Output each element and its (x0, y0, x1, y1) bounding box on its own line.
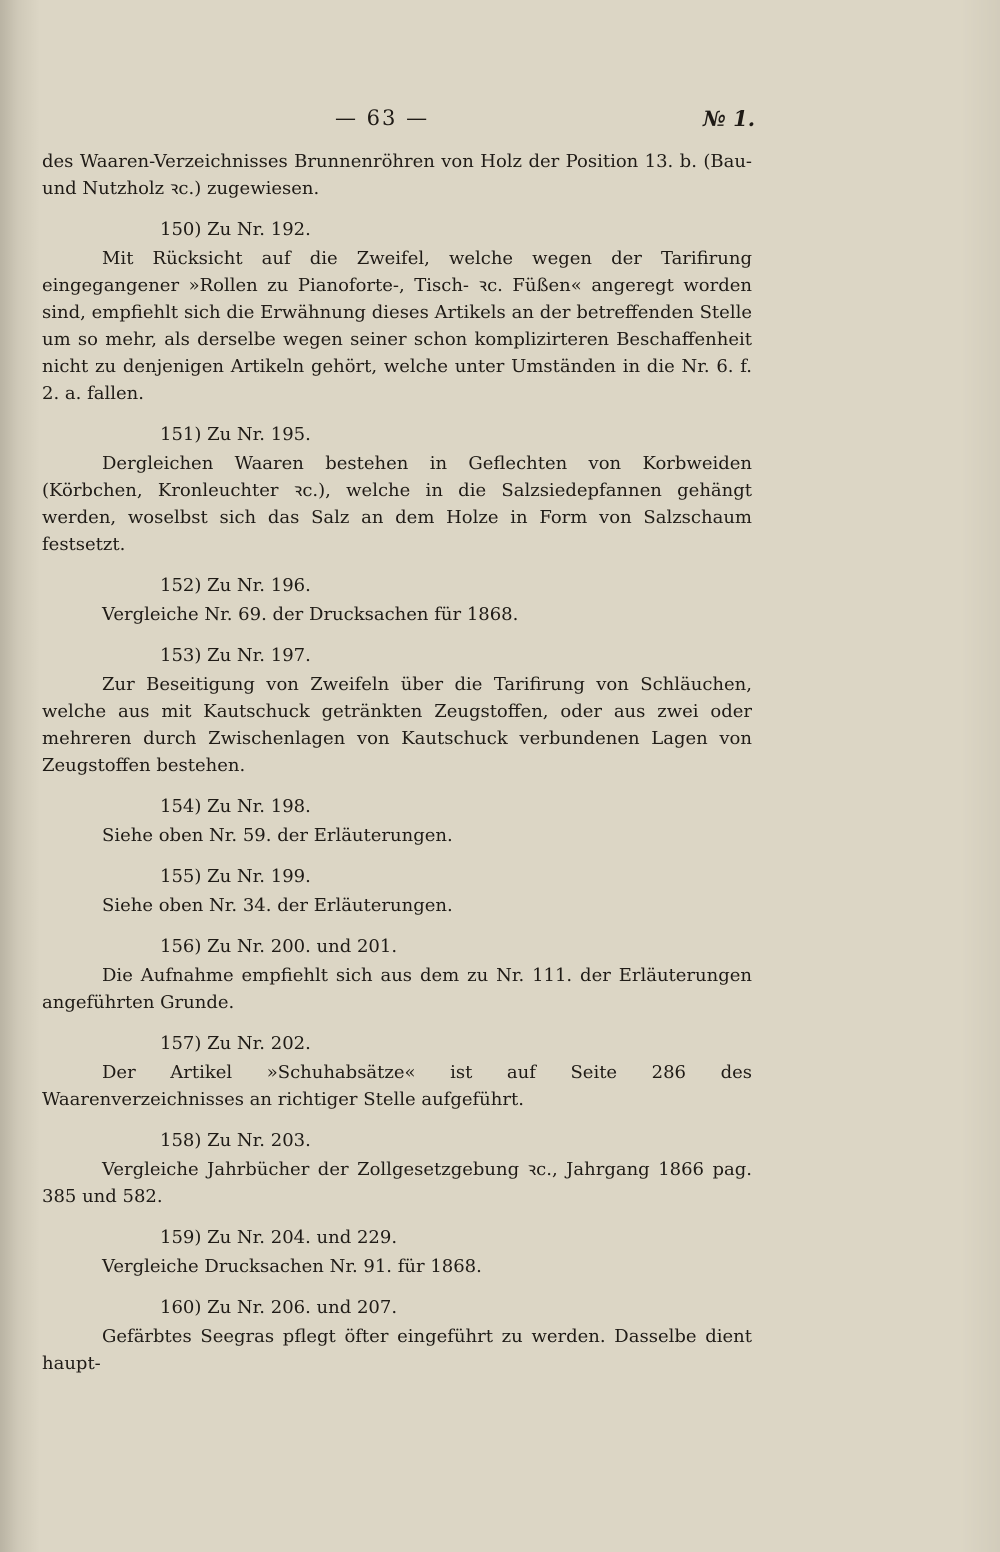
entry-156 (42, 933, 752, 1016)
entry-text: Gefärbtes Seegras pflegt öfter eingeführt zu werden. Dasselbe dient haupt- (42, 1326, 752, 1374)
entry-heading: 150) Zu Nr. 192. (160, 219, 311, 240)
entry-text: Vergleiche Drucksachen Nr. 91. für 1868. (102, 1256, 482, 1277)
entry-heading: 159) Zu Nr. 204. und 229. (160, 1227, 398, 1248)
entry-text: Zur Beseitigung von Zweifeln über die Tarifirung von Schläuchen, welche aus mit Kautschuck getränkten Zeugstoffen, oder aus zwei oder mehreren durch Zwischenlagen von Kautschuck verbundenen Lagen von Zeugstoffen bestehen. (42, 674, 752, 776)
entry-heading: 151) Zu Nr. 195. (160, 424, 311, 445)
entry-text: Dergleichen Waaren bestehen in Geflechten von Korbweiden (Körbchen, Kronleuchter ꝛc.), welche in die Salzsiedepfannen gehängt werden, woselbst sich das Salz an dem Holze in Form von Salzschaum festsetzt. (42, 453, 752, 555)
entry-155 (42, 863, 752, 919)
entry-text: Vergleiche Nr. 69. der Drucksachen für 1868. (102, 604, 519, 625)
sheet-number: № 1. (703, 106, 756, 131)
entry-heading: 154) Zu Nr. 198. (160, 796, 311, 817)
page-body (42, 148, 752, 1377)
entry-153 (42, 642, 752, 779)
entry-160 (42, 1294, 752, 1377)
entry-158 (42, 1127, 752, 1210)
entry-heading: 152) Zu Nr. 196. (160, 575, 311, 596)
entry-150 (42, 216, 752, 407)
entry-151 (42, 421, 752, 558)
entry-heading: 158) Zu Nr. 203. (160, 1130, 311, 1151)
entry-text: Die Aufnahme empfiehlt sich aus dem zu Nr. 111. der Erläuterungen angeführten Grunde. (42, 965, 752, 1013)
entry-heading: 155) Zu Nr. 199. (160, 866, 311, 887)
page-number: — 63 — (335, 106, 430, 130)
page-header (0, 100, 1000, 140)
entry-text: Mit Rücksicht auf die Zweifel, welche wegen der Tarifirung eingegangener »Rollen zu Pianoforte-, Tisch- ꝛc. Füßen« angeregt worden sind, empfiehlt sich die Erwähnung dieses Artikels an der betreffenden Stelle um so mehr, als derselbe wegen seiner schon komplizirteren Beschaffenheit nicht zu denjenigen Artikeln gehört, welche unter Umständen in die Nr. 6. f. 2. a. fallen. (42, 248, 752, 404)
entry-text: Siehe oben Nr. 34. der Erläuterungen. (102, 895, 453, 916)
entry-text: Vergleiche Jahrbücher der Zollgesetzgebung ꝛc., Jahrgang 1866 pag. 385 und 582. (42, 1159, 752, 1207)
entry-154 (42, 793, 752, 849)
entry-heading: 156) Zu Nr. 200. und 201. (160, 936, 398, 957)
entry-heading: 153) Zu Nr. 197. (160, 645, 311, 666)
intro-paragraph: des Waaren-Verzeichnisses Brunnenröhren von Holz der Position 13. b. (Bau- und Nutzholz ꝛc.) zugewiesen. (42, 151, 752, 199)
entry-text: Siehe oben Nr. 59. der Erläuterungen. (102, 825, 453, 846)
entry-heading: 160) Zu Nr. 206. und 207. (160, 1297, 398, 1318)
entry-152 (42, 572, 752, 628)
entry-157 (42, 1030, 752, 1113)
entry-heading: 157) Zu Nr. 202. (160, 1033, 311, 1054)
entry-159 (42, 1224, 752, 1280)
entry-text: Der Artikel »Schuhabsätze« ist auf Seite 286 des Waarenverzeichnisses an richtiger Stelle aufgeführt. (42, 1062, 752, 1110)
